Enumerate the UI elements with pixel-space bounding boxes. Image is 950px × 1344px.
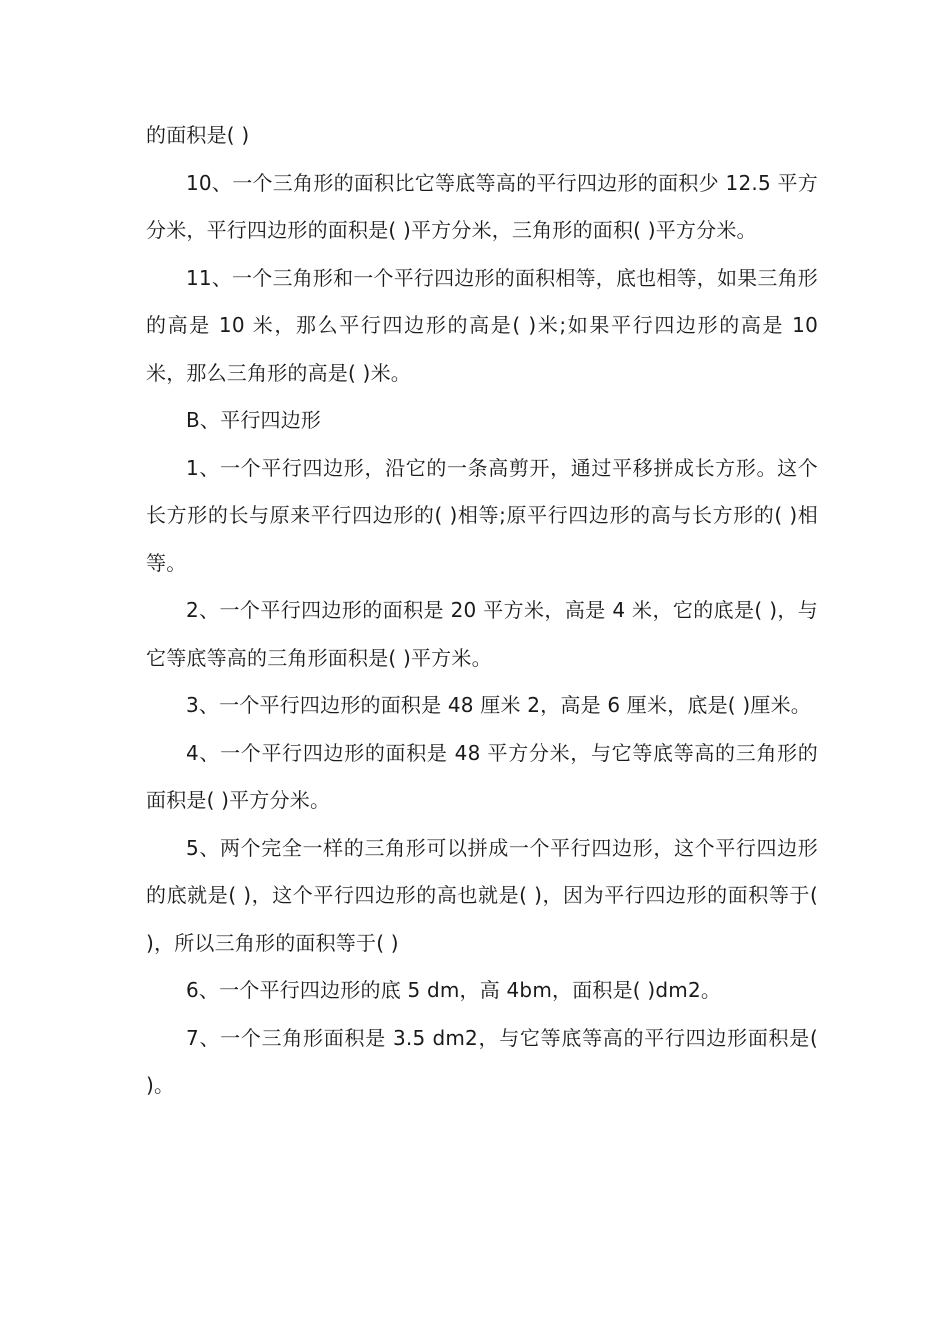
- paragraph-question-b4: 4、一个平行四边形的面积是 48 平方分米，与它等底等高的三角形的面积是( )平方分米。: [146, 740, 818, 812]
- paragraph-question-b6: 6、一个平行四边形的底 5 dm，高 4bm，面积是( )dm2。: [186, 978, 722, 1002]
- document-body: [146, 112, 818, 1110]
- paragraph-question-b3: 3、一个平行四边形的面积是 48 厘米 2，高是 6 厘米，底是( )厘米。: [186, 693, 811, 717]
- paragraph-question-10: 10、一个三角形的面积比它等底等高的平行四边形的面积少 12.5 平方分米，平行四边形的面积是( )平方分米，三角形的面积( )平方分米。: [146, 170, 818, 242]
- paragraph-question-b5: 5、两个完全一样的三角形可以拼成一个平行四边形，这个平行四边形的底就是( )，这个平行四边形的高也就是( )，因为平行四边形的面积等于( )，所以三角形的面积等于( ): [146, 835, 818, 955]
- paragraph-question-b2: 2、一个平行四边形的面积是 20 平方米，高是 4 米，它的底是( )，与它等底等高的三角形面积是( )平方米。: [146, 598, 818, 670]
- paragraph-question-b7: 7、一个三角形面积是 3.5 dm2，与它等底等高的平行四边形面积是( )。: [146, 1025, 818, 1097]
- section-heading-b: B、平行四边形: [186, 408, 322, 432]
- paragraph-question-b1: 1、一个平行四边形，沿它的一条高剪开，通过平移拼成长方形。这个长方形的长与原来平行四边形的( )相等;原平行四边形的高与长方形的( )相等。: [146, 455, 818, 575]
- paragraph-question-11: 11、一个三角形和一个平行四边形的面积相等，底也相等，如果三角形的高是 10 米，那么平行四边形的高是( )米;如果平行四边形的高是 10 米，那么三角形的高是( )米。: [146, 265, 818, 385]
- paragraph-continuation: 的面积是( ): [146, 123, 250, 147]
